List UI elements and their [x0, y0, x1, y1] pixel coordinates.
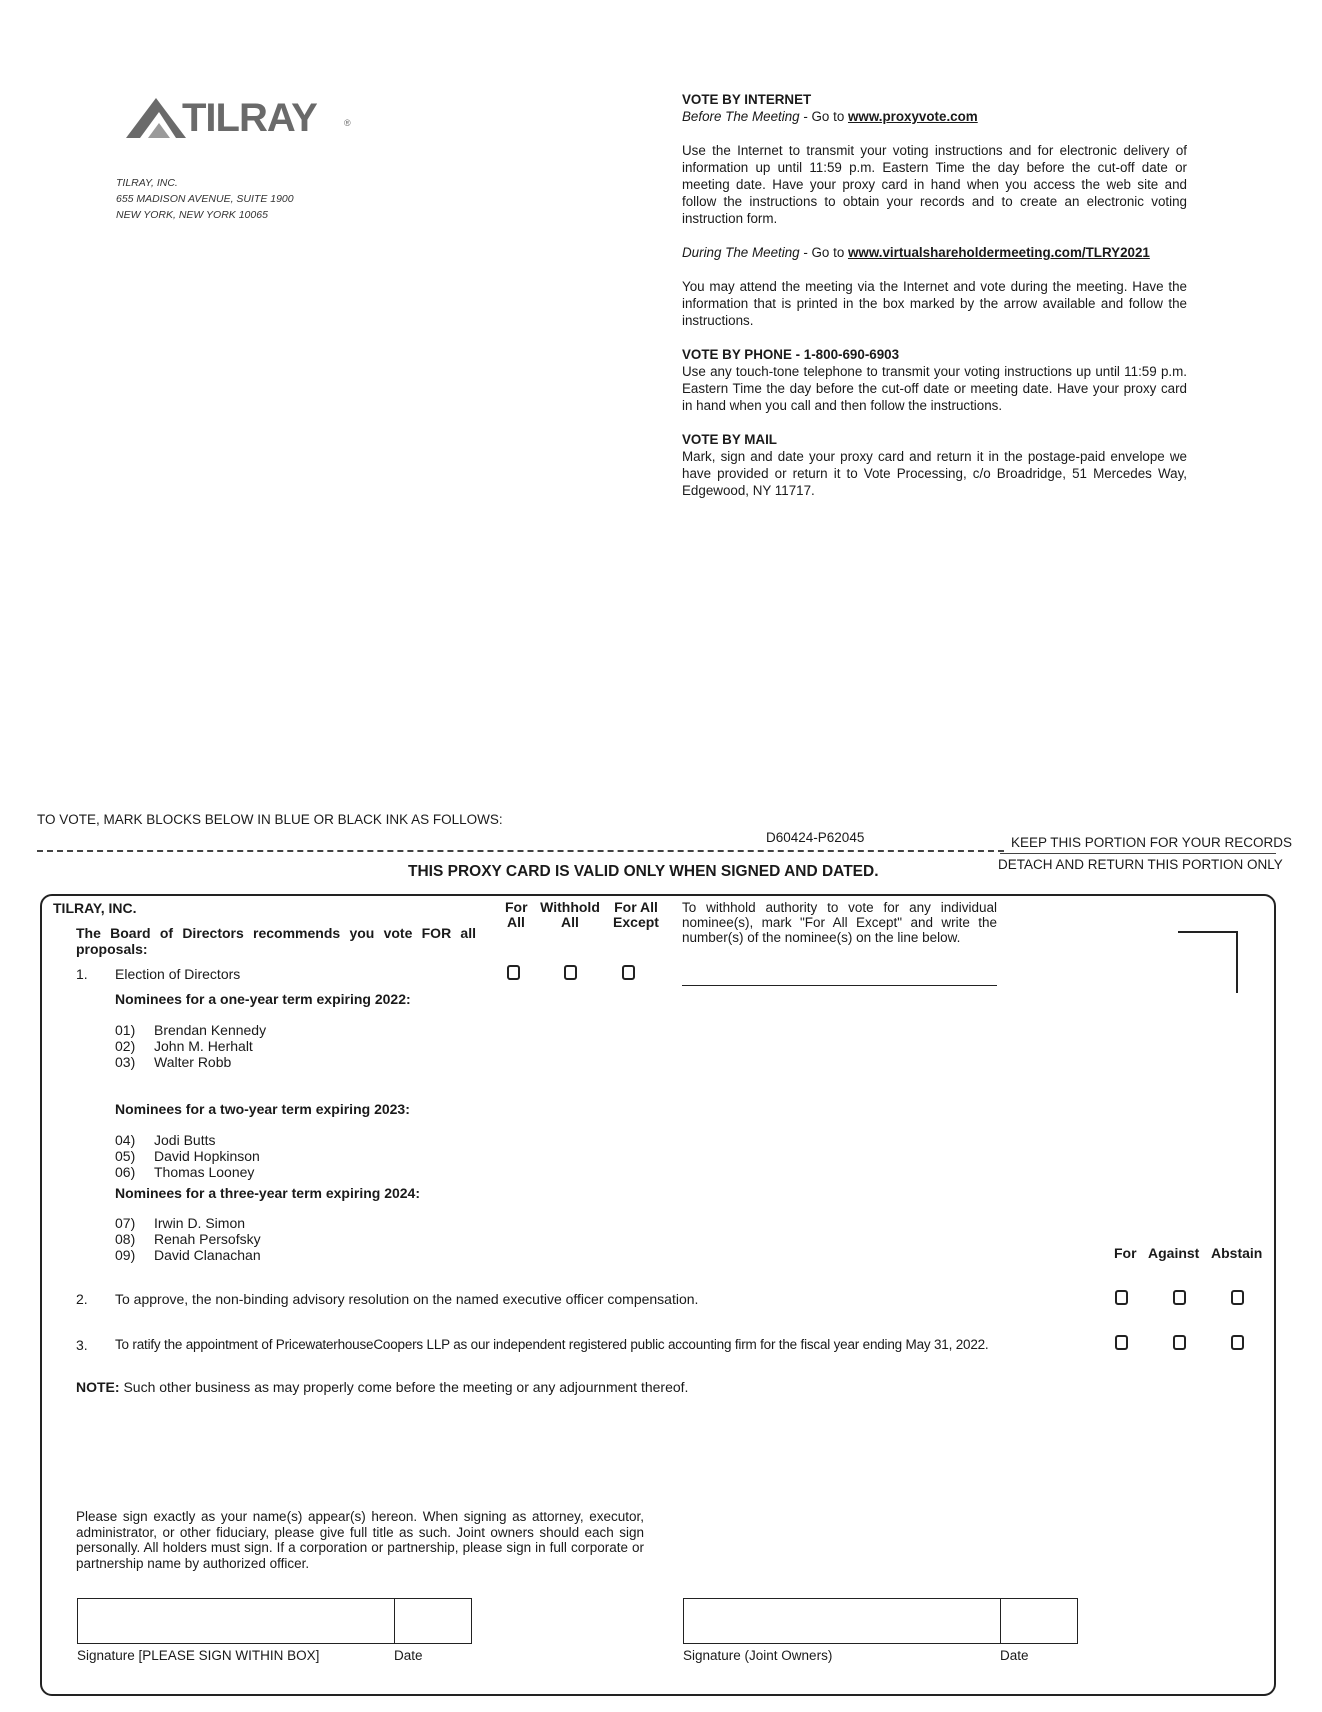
item2-number: 2. [76, 1291, 88, 1307]
col-withhold-l1: Withhold [540, 899, 600, 915]
list-item [115, 1215, 261, 1231]
item3-against-checkbox[interactable] [1173, 1335, 1186, 1350]
tilray-logo [126, 96, 356, 142]
during-meeting-sep: - Go to [799, 245, 848, 260]
mail-heading: VOTE BY MAIL [682, 432, 777, 447]
during-meeting-label: During The Meeting [682, 245, 800, 260]
col-except-l2: Except [613, 914, 659, 930]
item2-against-checkbox[interactable] [1173, 1290, 1186, 1305]
during-meeting-text: You may attend the meeting via the Internet and vote during the meeting. Have the information that is printed in the box marked by the arrow available and follow the instructions. [682, 279, 1187, 328]
list-item [115, 1054, 266, 1070]
address-line1: 655 MADISON AVENUE, SUITE 1900 [116, 193, 294, 205]
for-all-except-checkbox[interactable] [622, 965, 635, 980]
nominee-name: Renah Persofsky [154, 1231, 261, 1247]
signature-label: Signature [PLEASE SIGN WITHIN BOX] [77, 1648, 320, 1663]
control-code: D60424-P62045 [766, 830, 865, 845]
address-company: TILRAY, INC. [116, 177, 178, 189]
nominee-name: Irwin D. Simon [154, 1215, 246, 1231]
item2-text: To approve, the non-binding advisory resolution on the named executive officer compensation. [115, 1291, 699, 1307]
valid-notice: THIS PROXY CARD IS VALID ONLY WHEN SIGNED AND DATED. [408, 863, 879, 880]
logo-mark-icon [126, 96, 186, 140]
before-meeting-text: Use the Internet to transmit your voting instructions and for electronic delivery of information up until 11:59 p.m. Eastern Time the day before the cut-off date or meeting date. Have your proxy card in hand when you access the web site and follow the instructions to obtain your records and to create an electronic voting instruction form. [682, 143, 1187, 226]
internet-heading: VOTE BY INTERNET [682, 92, 812, 107]
mail-text: Mark, sign and date your proxy card and return it in the postage-paid envelope we have provided or return it to Vote Processing, c/o Broadridge, 51 Mercedes Way, Edgewood, NY 11717. [682, 449, 1187, 498]
list-item [115, 1148, 260, 1164]
nominee-number: 06) [115, 1164, 136, 1180]
nominee-number: 08) [115, 1231, 136, 1247]
signature-box[interactable] [77, 1598, 395, 1644]
ink-instructions: TO VOTE, MARK BLOCKS BELOW IN BLUE OR BLACK INK AS FOLLOWS: [37, 812, 503, 827]
nominee-number: 09) [115, 1247, 136, 1263]
nominee-number: 07) [115, 1215, 136, 1231]
col-withhold-l2: All [561, 914, 579, 930]
for-all-checkbox[interactable] [507, 965, 520, 980]
col-against: Against [1148, 1245, 1200, 1261]
nominee-number: 05) [115, 1148, 136, 1164]
nominee-group2-list [115, 1132, 260, 1180]
nominee-name: David Clanachan [154, 1247, 261, 1263]
phone-text: Use any touch-tone telephone to transmit your voting instructions up until 11:59 p.m. Eastern Time the day before the cut-off date or meeting date. Have your proxy card in hand when you call and then follow the instructions. [682, 364, 1187, 413]
virtual-meeting-link[interactable]: www.virtualshareholdermeeting.com/TLRY2021 [847, 245, 1150, 260]
item2-for-checkbox[interactable] [1115, 1290, 1128, 1305]
nominee-group1-heading: Nominees for a one-year term expiring 2022: [115, 991, 411, 1007]
before-meeting-label: Before The Meeting [682, 109, 800, 124]
item2-abstain-checkbox[interactable] [1231, 1290, 1244, 1305]
list-item [115, 1132, 260, 1148]
item3-number: 3. [76, 1337, 88, 1353]
col-for: For [1114, 1245, 1137, 1261]
col-for-all-l2: All [507, 914, 525, 930]
nominee-group3-heading: Nominees for a three-year term expiring 2024: [115, 1185, 421, 1201]
joint-signature-label: Signature (Joint Owners) [683, 1648, 833, 1663]
date-label: Date [394, 1648, 423, 1663]
joint-date-label: Date [1000, 1648, 1029, 1663]
phone-heading: VOTE BY PHONE - 1-800-690-6903 [682, 347, 900, 362]
withhold-all-checkbox[interactable] [564, 965, 577, 980]
arrow-corner-mark [1178, 931, 1238, 993]
during-meeting-line [682, 244, 1187, 261]
list-item [115, 1231, 261, 1247]
list-item [115, 1038, 266, 1054]
note [76, 1379, 688, 1395]
nominee-name: Walter Robb [154, 1054, 232, 1070]
nominee-number: 02) [115, 1038, 136, 1054]
before-meeting-line [682, 108, 1187, 125]
col-abstain: Abstain [1211, 1245, 1263, 1261]
nominee-name: Jodi Butts [154, 1132, 216, 1148]
col-withhold-all [538, 900, 602, 930]
keep-underline [1000, 853, 1276, 854]
list-item [115, 1247, 261, 1263]
date-box[interactable] [394, 1598, 472, 1644]
joint-date-box[interactable] [1000, 1598, 1078, 1644]
col-except-l1: For All [614, 899, 658, 915]
nominee-number: 04) [115, 1132, 136, 1148]
col-for-all-l1: For [505, 899, 528, 915]
logo-text: TILRAY [182, 96, 317, 140]
company-address [116, 175, 294, 223]
note-label: NOTE: [76, 1379, 120, 1395]
signing-instructions: Please sign exactly as your name(s) appear(s) hereon. When signing as attorney, executor, administrator, or other fiduciary, please give full title as such. Joint owners should each sign personally. All holders must sign. If a corporation or partnership, please sign in full corporate or partnership name by authorized officer. [76, 1509, 644, 1571]
col-for-all-except [610, 900, 662, 930]
proxyvote-link[interactable]: www.proxyvote.com [847, 109, 978, 124]
voting-instructions [682, 91, 1187, 499]
list-item [115, 1164, 260, 1180]
nominee-group3-list [115, 1215, 261, 1263]
nominee-name: David Hopkinson [154, 1148, 260, 1164]
nominee-name: John M. Herhalt [154, 1038, 253, 1054]
nominee-number: 03) [115, 1054, 136, 1070]
nominee-name: Brendan Kennedy [154, 1022, 267, 1038]
logo-registered: ® [344, 118, 351, 128]
nominee-group2-heading: Nominees for a two-year term expiring 2023: [115, 1101, 410, 1117]
keep-portion-label: KEEP THIS PORTION FOR YOUR RECORDS [1011, 835, 1293, 850]
item3-text: To ratify the appointment of PricewaterhouseCoopers LLP as our independent registered public accounting firm for the fiscal year ending May 31, 2022. [115, 1337, 989, 1352]
address-line2: NEW YORK, NEW YORK 10065 [116, 209, 268, 221]
card-company: TILRAY, INC. [53, 900, 137, 916]
withhold-instructions: To withhold authority to vote for any individual nominee(s), mark "For All Except" and write the number(s) of the nominee(s) on the line below. [682, 900, 997, 945]
list-item [115, 1022, 266, 1038]
dashed-cut-line [37, 850, 1004, 852]
joint-signature-box[interactable] [683, 1598, 1001, 1644]
except-write-in-line[interactable] [682, 985, 997, 986]
note-text: Such other business as may properly come before the meeting or any adjournment thereof. [119, 1379, 689, 1395]
board-recommendation: The Board of Directors recommends you vote FOR all proposals: [76, 925, 476, 957]
item3-abstain-checkbox[interactable] [1231, 1335, 1244, 1350]
before-meeting-sep: - Go to [799, 109, 848, 124]
detach-portion-label: DETACH AND RETURN THIS PORTION ONLY [998, 857, 1283, 872]
nominee-name: Thomas Looney [154, 1164, 255, 1180]
item1-label: Election of Directors [115, 966, 241, 982]
nominee-group1-list [115, 1022, 266, 1070]
col-for-all [505, 900, 527, 930]
item3-for-checkbox[interactable] [1115, 1335, 1128, 1350]
nominee-number: 01) [115, 1022, 136, 1038]
item1-number: 1. [76, 966, 88, 982]
